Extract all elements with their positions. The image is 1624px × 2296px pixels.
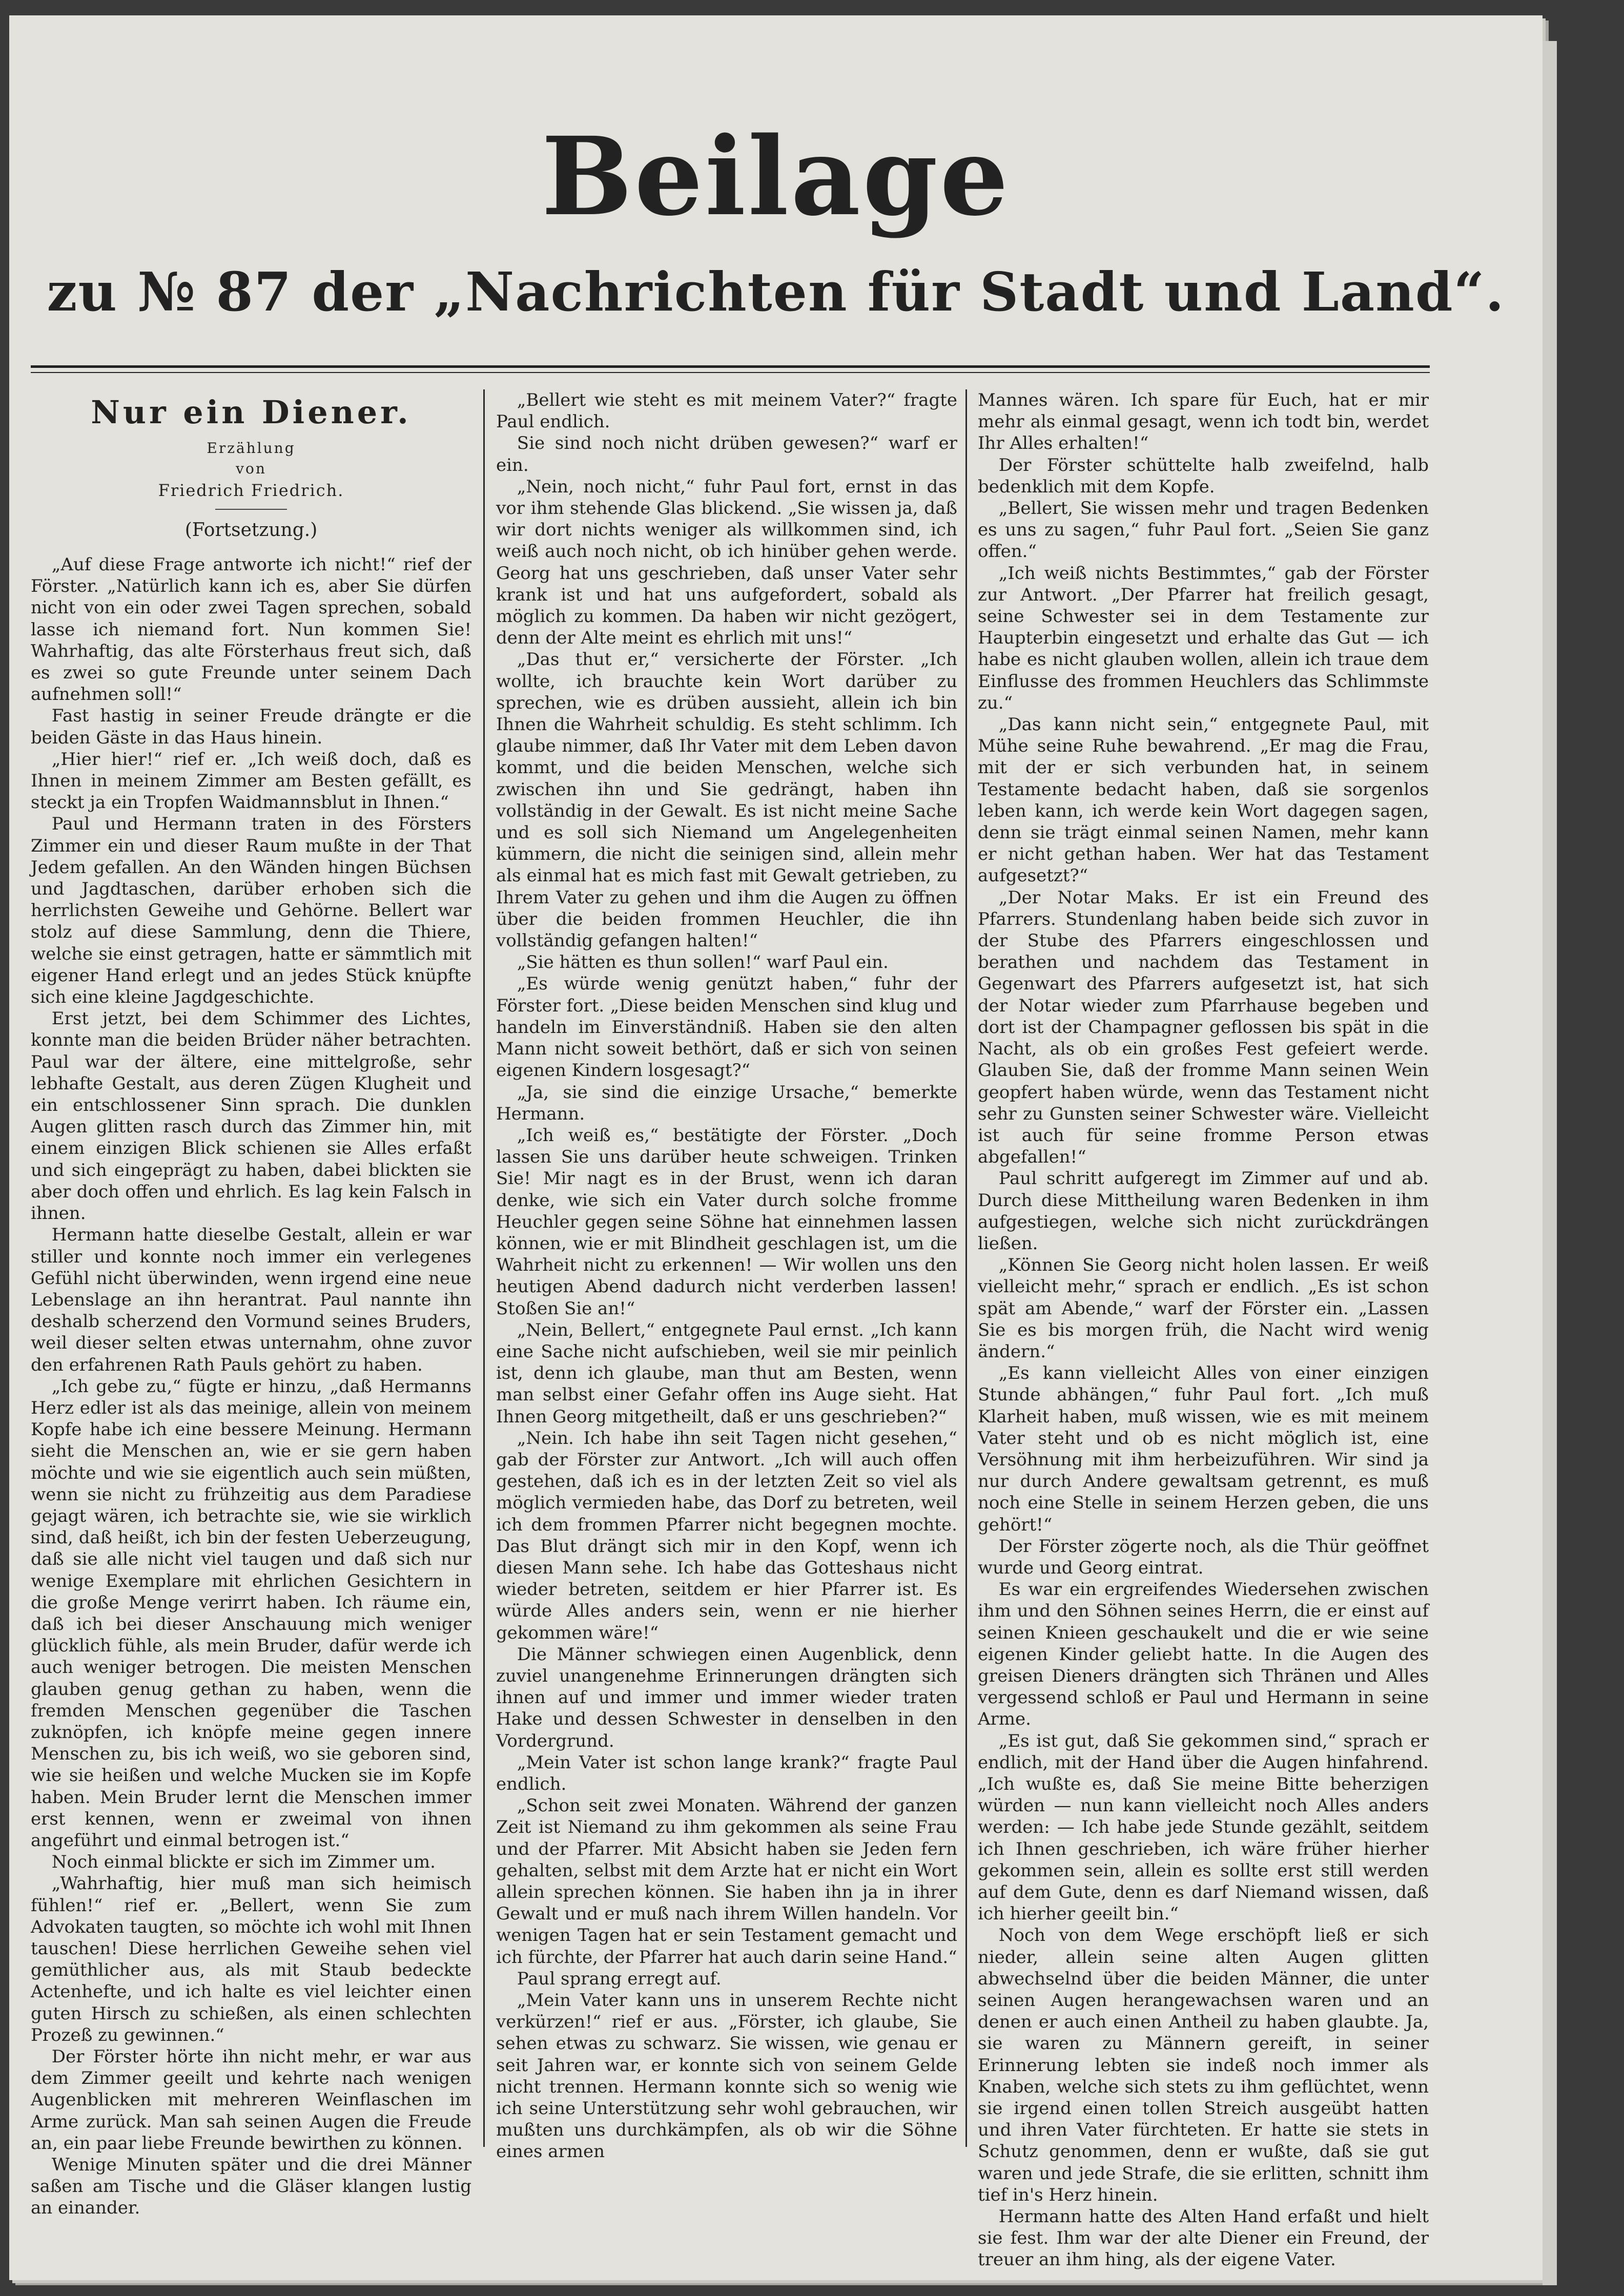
paragraph: „Schon seit zwei Monaten. Während der ganzen Zeit ist Niemand zu ihm gekommen als seine Frau und der Pfarrer. Mit Absicht haben sie Jeden fern gehalten, selbst mit dem Arzte hat er nicht ein Wort allein sprechen können. Sie haben ihn ja in ihrer Gewalt und er muß nach ihrem Willen handeln. Vor wenigen Tagen hat er sein Testament gemacht und ich fürchte, der Pfarrer hat auch darin seine Hand.“ [496, 1795, 957, 1968]
paragraph: „Mein Vater ist schon lange krank?“ fragte Paul endlich. [496, 1752, 957, 1794]
paragraph: „Bellert, Sie wissen mehr und tragen Bedenken es uns zu sagen,“ fuhr Paul fort. „Seien Sie ganz offen.“ [978, 498, 1429, 562]
paragraph: „Können Sie Georg nicht holen lassen. Er weiß vielleicht mehr,“ sprach er endlich. „Es ist schon spät am Abende,“ warf der Förster ein. „Lassen Sie es bis morgen früh, die Nacht wird wenig ändern.“ [978, 1255, 1429, 1362]
paragraph: „Ich weiß nichts Bestimmtes,“ gab der Förster zur Antwort. „Der Pfarrer hat freilich gesagt, seine Schwester sei in dem Testamente zur Haupterbin eingesetzt und erhalte das Gut — ich habe es nicht glauben wollen, allein ich traue dem Einflusse des frommen Heuchlers das Schlimmste zu.“ [978, 563, 1429, 713]
header-rule [31, 365, 1430, 373]
paragraph: Noch einmal blickte er sich im Zimmer um. [51, 1852, 436, 1873]
paragraph: Paul schritt aufgeregt im Zimmer auf und ab. Durch diese Mittheilung waren Bedenken in ihm aufgestiegen, welche sich nicht zurückdrängen ließen. [978, 1168, 1429, 1254]
text-column-1 [31, 389, 471, 2219]
paragraph: „Bellert wie steht es mit meinem Vater?“ fragte Paul endlich. [496, 390, 957, 432]
paragraph: „Ich gebe zu,“ fügte er hinzu, „daß Hermanns Herz edler ist als das meinige, allein von meinem Kopfe habe ich eine bessere Meinung. Hermann sieht die Menschen an, wie er sie gern haben möchte und wie sie eigentlich auch sein müßten, wenn sie nicht zu frühzeitig aus dem Paradiese gejagt wären, ich betrachte sie, wie sie wirklich sind, daß heißt, ich bin der festen Ueberzeugung, daß sie alle nicht viel taugen und daß sich nur wenige Exemplare mit ehrlichen Gesichtern in die große Menge verirrt haben. Ich räume ein, daß ich bei dieser Anschauung mich weniger glücklich fühle, als mein Bruder, dafür werde ich auch weniger betrogen. Die meisten Menschen glauben genug gethan zu haben, wenn die fremden Menschen gegenüber die Taschen zuknöpfen, ich knöpfe meine gegen innere Menschen zu, bis ich weiß, wo sie geboren sind, wie sie heißen und welche Mucken sie im Kopfe haben. Mein Bruder lernt die Menschen immer erst kennen, wenn er zweimal von ihnen angeführt und einmal betrogen ist.“ [31, 1376, 471, 1851]
paragraph: Sie sind noch nicht drüben gewesen?“ warf er ein. [496, 433, 957, 475]
paragraph: „Hier hier!“ rief er. „Ich weiß doch, daß es Ihnen in meinem Zimmer am Besten gefällt, es steckt ja ein Tropfen Waidmannsblut in Ihnen.“ [31, 749, 471, 813]
paragraph: Hermann hatte dieselbe Gestalt, allein er war stiller und konnte noch immer ein verlegenes Gefühl nicht überwinden, wenn irgend eine neue Lebenslage an ihn herantrat. Paul nannte ihn deshalb scherzend den Vormund seines Bruders, weil dieser selten etwas unternahm, ohne zuvor den erfahrenen Rath Pauls gehört zu haben. [31, 1225, 471, 1375]
paragraph: Fast hastig in seiner Freude drängte er die beiden Gäste in das Haus hinein. [31, 706, 471, 748]
story-title: Nur ein Diener. [91, 394, 412, 431]
paragraph: Erst jetzt, bei dem Schimmer des Lichtes, konnte man die beiden Brüder näher betrachten. Paul war der ältere, eine mittelgroße, sehr lebhafte Gestalt, aus deren Zügen Klugheit und ein entschlossener Sinn sprach. Die dunklen Augen glitten rasch durch das Zimmer hin, mit einem einzigen Blick schienen sie Alles erfaßt und sich eingeprägt zu haben, dabei blickten sie aber doch offen und ehrlich. Es lag kein Falsch in ihnen. [31, 1008, 471, 1224]
story-author: Friedrich Friedrich. [158, 481, 344, 500]
column-divider [965, 389, 967, 2147]
paragraph: „Das kann nicht sein,“ entgegnete Paul, mit Mühe seine Ruhe bewahrend. „Er mag die Frau, mit der er sich verbunden hat, in seinem Testamente bedacht haben, daß sie sorgenlos leben kann, ich werde kein Wort dagegen sagen, denn sie trägt einmal seinen Namen, mehr kann er nicht gethan haben. Wer hat das Testament aufgesetzt?“ [978, 714, 1429, 886]
text-column-2 [496, 389, 957, 2163]
paragraph: Mannes wären. Ich spare für Euch, hat er mir mehr als einmal gesagt, wenn ich todt bin, werdet Ihr Alles erhalten!“ [978, 390, 1429, 454]
paragraph: „Ich weiß es,“ bestätigte der Förster. „Doch lassen Sie uns darüber heute schweigen. Trinken Sie! Mir nagt es in der Brust, wenn ich daran denke, wie sich ein Vater durch solche fromme Heuchler gegen seine Söhne hat einnehmen lassen können, wie er mit Blindheit geschlagen ist, um die Wahrheit nicht zu erkennen! — Wir wollen uns den heutigen Abend dadurch nicht verderben lassen! Stoßen Sie an!“ [496, 1125, 957, 1319]
paragraph: „Nein. Ich habe ihn seit Tagen nicht gesehen,“ gab der Förster zur Antwort. „Ich will auch offen gestehen, daß ich es in der letzten Zeit so viel als möglich vermieden habe, das Dorf zu betreten, weil ich dem frommen Pfarrer nicht begegnen mochte. Das Blut drängt sich mir in den Kopf, wenn ich diesen Mann sehe. Ich habe das Gotteshaus nicht wieder betreten, seitdem er hier Pfarrer ist. Es würde Alles anders sein, wenn er nie hierher gekommen wäre!“ [496, 1428, 957, 1643]
paragraph: „Ja, sie sind die einzige Ursache,“ bemerkte Hermann. [496, 1082, 957, 1124]
paragraph: Noch von dem Wege erschöpft ließ er sich nieder, allein seine alten Augen glitten abwechselnd über die beiden Männer, die unter seinen Augen herangewachsen waren und an denen er auch einen Antheil zu haben glaubte. Ja, sie waren zu Männern gereift, in seiner Erinnerung lebten sie indeß noch immer als Knaben, welche sich stets zu ihm geflüchtet, wenn sie irgend einen tollen Streich ausgeübt hatten und ihren Vater fürchteten. Er hatte sie stets in Schutz genommen, denn er wußte, daß sie gut waren und jede Strafe, die sie erlitten, schnitt ihm tief in's Herz hinein. [978, 1925, 1429, 2205]
continuation-note: (Fortsetzung.) [184, 520, 318, 541]
masthead [9, 113, 1543, 323]
meta-divider [215, 509, 287, 510]
paragraph: „Es kann vielleicht Alles von einer einzigen Stunde abhängen,“ fuhr Paul fort. „Ich muß Klarheit haben, muß wissen, wie es mit meinem Vater steht und ob es nicht möglich ist, eine Versöhnung mit ihm herbeizuführen. Wir sind ja nur durch Andere gewaltsam getrennt, es muß noch eine Stelle in seinem Herzen geben, die uns gehört!“ [978, 1363, 1429, 1535]
paragraph: „Nein, Bellert,“ entgegnete Paul ernst. „Ich kann eine Sache nicht aufschieben, weil sie mir peinlich ist, denn ich glaube, man thut am Besten, wenn man selbst einer Gefahr offen ins Auge sieht. Hat Ihnen Georg mitgetheilt, daß er uns geschrieben?“ [496, 1319, 957, 1427]
column-divider [483, 389, 485, 2147]
supplement-title: Beilage [541, 113, 1011, 240]
paragraph: Es war ein ergreifendes Wiedersehen zwischen ihm und den Söhnen seines Herrn, die er einst auf seinen Knieen geschaukelt und die er wie seine eigenen Kinder geliebt hatte. In die Augen des greisen Dieners drängten sich Thränen und Alles vergessend schloß er Paul und Hermann in seine Arme. [978, 1579, 1429, 1730]
paragraph: Paul und Hermann traten in des Försters Zimmer ein und dieser Raum mußte in der That Jedem gefallen. An den Wänden hingen Büchsen und Jagdtaschen, darüber erhoben sich die herrlichsten Geweihe und Gehörne. Bellert war stolz auf diese Sammlung, denn die Thiere, welche sie einst getragen, hatte er sämmtlich mit eigener Hand erlegt und an jedes Stück knüpfte sich eine kleine Jagdgeschichte. [31, 814, 471, 1008]
paragraph: Hermann hatte des Alten Hand erfaßt und hielt sie fest. Ihm war der alte Diener ein Freund, der treuer an ihm hing, als der eigene Vater. [978, 2206, 1429, 2270]
paragraph: „Wahrhaftig, hier muß man sich heimisch fühlen!“ rief er. „Bellert, wenn Sie zum Advokaten taugten, so möchte ich wohl mit Ihnen tauschen! Diese herrlichen Geweihe sehen viel gemüthlicher aus, als mit Staub bedeckte Actenhefte, und ich halte es viel leichter einen guten Hirsch zu schießen, als einen schlechten Prozeß zu gewinnen.“ [31, 1873, 471, 2045]
story-genre: Erzählung [207, 440, 296, 457]
paragraph: Der Förster hörte ihn nicht mehr, er war aus dem Zimmer geeilt und kehrte nach wenigen Augenblicken mit mehreren Weinflaschen im Arme zurück. Man sah seinen Augen die Freude an, ein paar liebe Freunde bewirthen zu können. [31, 2046, 471, 2154]
newspaper-page [9, 15, 1543, 2280]
text-column-3 [978, 389, 1429, 2271]
paragraph: „Sie hätten es thun sollen!“ warf Paul ein. [517, 952, 889, 973]
paragraph: Wenige Minuten später und die drei Männer saßen am Tische und die Gläser klangen lustig an einander. [31, 2155, 471, 2219]
page-edge [1543, 41, 1557, 2285]
paragraph: Paul sprang erregt auf. [517, 1968, 722, 1989]
paragraph: „Das thut er,“ versicherte der Förster. „Ich wollte, ich brauchte kein Wort darüber zu sprechen, wie es drüben aussieht, allein ich bin Ihnen die Wahrheit schuldig. Es steht schlimm. Ich glaube nimmer, daß Ihr Vater mit dem Leben davon kommt, und die beiden Menschen, welche sich zwischen ihn und Sie gedrängt, haben ihn vollständig in der Gewalt. Es ist nicht meine Sache und es soll sich Niemand um Angelegenheiten kümmern, die nicht die seinigen sind, allein mehr als einmal hat es mich fast mit Gewalt getrieben, zu Ihrem Vater zu gehen und ihm die Augen zu öffnen über die beiden frommen Heuchler, die ihn vollständig gefangen halten!“ [496, 649, 957, 952]
supplement-subtitle: zu № 87 der „Nachrichten für Stadt und Land“. [47, 260, 1505, 323]
paragraph: Der Förster zögerte noch, als die Thür geöffnet wurde und Georg eintrat. [978, 1536, 1429, 1578]
paragraph: Die Männer schwiegen einen Augenblick, denn zuviel unangenehme Erinnerungen drängten sich ihnen auf und immer und immer wieder traten Hake und dessen Schwester in denselben in den Vordergrund. [496, 1644, 957, 1751]
paragraph: „Der Notar Maks. Er ist ein Freund des Pfarrers. Stundenlang haben beide sich zuvor in der Stube des Pfarrers eingeschlossen und berathen und nachdem das Testament in Gegenwart des Pfarrers aufgesetzt ist, hat sich der Notar wieder zum Pfarrhause begeben und dort ist der Champagner geflossen bis spät in die Nacht, als ob ein großes Fest gefeiert werde. Glauben Sie, daß der fromme Mann seinen Wein geopfert haben würde, wenn das Testament nicht sehr zu Gunsten seiner Schwester wäre. Vielleicht ist auch für seine fromme Person etwas abgefallen!“ [978, 887, 1429, 1168]
paragraph: „Es ist gut, daß Sie gekommen sind,“ sprach er endlich, mit der Hand über die Augen hinfahrend. „Ich wußte es, daß Sie meine Bitte beherzigen würden — nun kann vielleicht noch Alles anders werden: — Ich habe jede Stunde gezählt, seitdem ich Ihnen geschrieben, ich wäre früher hierher gekommen sein, allein es sollte erst still werden auf dem Gute, denn es darf Niemand wissen, daß ich hierher geeilt bin.“ [978, 1730, 1429, 1925]
paragraph: „Nein, noch nicht,“ fuhr Paul fort, ernst in das vor ihm stehende Glas blickend. „Sie wissen ja, daß wir dort nichts weniger als willkommen sind, ich weiß auch noch nicht, ob ich hinüber gehen werde. Georg hat uns geschrieben, daß unser Vater sehr krank ist und hat uns aufgefordert, sobald als möglich zu kommen. Da haben wir nicht gezögert, denn der Alte meint es ehrlich mit uns!“ [496, 476, 957, 649]
paragraph: Der Förster schüttelte halb zweifelnd, halb bedenklich mit dem Kopfe. [978, 454, 1429, 497]
paragraph: „Es würde wenig genützt haben,“ fuhr der Förster fort. „Diese beiden Menschen sind klug und handeln im Einverständniß. Haben sie den alten Mann nicht soweit bethört, daß er sich von seinen eigenen Kindern losgesagt?“ [496, 974, 957, 1081]
paragraph: „Mein Vater kann uns in unserem Rechte nicht verkürzen!“ rief er aus. „Förster, ich glaube, Sie sehen etwas zu schwarz. Sie wissen, wie genau er seit Jahren war, er konnte sich von seinem Gelde nicht trennen. Hermann konnte sich so wenig wie ich seine Unterstützung sehr wohl gebrauchen, wir mußten uns durchkämpfen, als ob wir die Söhne eines armen [496, 1990, 957, 2162]
paragraph: „Auf diese Frage antworte ich nicht!“ rief der Förster. „Natürlich kann ich es, aber Sie dürfen nicht von ein oder zwei Tagen sprechen, sobald lasse ich niemand fort. Nun kommen Sie! Wahrhaftig, das alte Försterhaus freut sich, daß es zwei so gute Freunde unter seinem Dach aufnehmen soll!“ [31, 554, 471, 705]
story-by: von [236, 460, 266, 477]
